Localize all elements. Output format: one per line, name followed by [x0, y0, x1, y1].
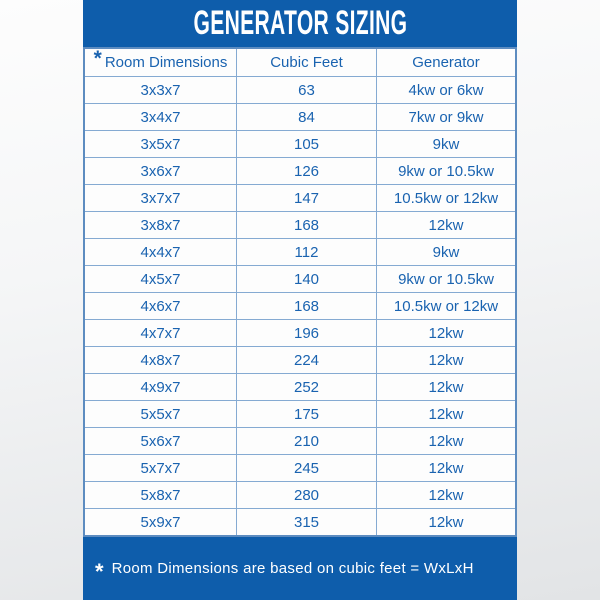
cell-room-dimensions: 5x6x7 [85, 428, 237, 454]
title-band [83, 0, 517, 47]
page-title: GENERATOR SIZING [193, 4, 407, 42]
table-row [85, 265, 515, 292]
cell-generator: 12kw [428, 486, 464, 504]
cell-generator: 9kw or 10.5kw [398, 162, 494, 180]
table-row [85, 346, 515, 373]
cell-room-dimensions: 4x4x7 [85, 239, 237, 265]
cell-cubic-feet: 105 [237, 131, 377, 157]
table-row [85, 211, 515, 238]
cell-cubic-feet: 245 [237, 455, 377, 481]
cell-generator: 9kw [432, 135, 460, 153]
cell-room-dimensions: 4x7x7 [85, 320, 237, 346]
cell-cubic-feet: 175 [237, 401, 377, 427]
table-row [85, 76, 515, 103]
cell-cubic-feet: 112 [237, 239, 377, 265]
table-row [85, 292, 515, 319]
cell-room-dimensions: 3x7x7 [85, 185, 237, 211]
cell-generator: 12kw [428, 378, 464, 396]
cell-cubic-feet: 126 [237, 158, 377, 184]
cell-cubic-feet: 168 [237, 212, 377, 238]
table-body [85, 76, 515, 535]
header-label-room-dimensions: Room Dimensions [104, 54, 228, 71]
cell-room-dimensions: 3x6x7 [85, 158, 237, 184]
table-row [85, 103, 515, 130]
table-row [85, 157, 515, 184]
cell-room-dimensions: 4x6x7 [85, 293, 237, 319]
cell-room-dimensions: 3x3x7 [85, 77, 237, 103]
cell-generator: 9kw or 10.5kw [398, 270, 494, 288]
cell-cubic-feet: 196 [237, 320, 377, 346]
cell-room-dimensions: 3x8x7 [85, 212, 237, 238]
cell-generator: 12kw [428, 513, 464, 531]
table-row [85, 481, 515, 508]
asterisk-marker: * [93, 46, 102, 70]
cell-generator: 9kw [432, 243, 460, 261]
table-row [85, 400, 515, 427]
cell-cubic-feet: 168 [237, 293, 377, 319]
cell-cubic-feet: 224 [237, 347, 377, 373]
cell-cubic-feet: 140 [237, 266, 377, 292]
table-row [85, 184, 515, 211]
table-row [85, 130, 515, 157]
cell-room-dimensions: 4x9x7 [85, 374, 237, 400]
table-row [85, 427, 515, 454]
cell-generator: 4kw or 6kw [408, 81, 484, 99]
cell-cubic-feet: 210 [237, 428, 377, 454]
cell-room-dimensions: 5x8x7 [85, 482, 237, 508]
header-cell-generator: Generator [412, 54, 480, 71]
sizing-table [83, 47, 517, 537]
cell-generator: 12kw [428, 324, 464, 342]
cell-cubic-feet: 315 [237, 509, 377, 535]
footnote-band: * Room Dimensions are based on cubic feet = WxLxH [95, 558, 474, 584]
footnote-text: Room Dimensions are based on cubic feet = WxLxH [111, 560, 474, 577]
cell-cubic-feet: 84 [237, 104, 377, 130]
cell-room-dimensions: 4x5x7 [85, 266, 237, 292]
cell-generator: 10.5kw or 12kw [393, 297, 499, 315]
table-row [85, 454, 515, 481]
cell-cubic-feet: 280 [237, 482, 377, 508]
cell-generator: 7kw or 9kw [408, 108, 484, 126]
cell-generator: 12kw [428, 432, 464, 450]
cell-generator: 12kw [428, 351, 464, 369]
cell-cubic-feet: 147 [237, 185, 377, 211]
cell-generator: 12kw [428, 216, 464, 234]
cell-cubic-feet: 63 [237, 77, 377, 103]
cell-room-dimensions: 5x7x7 [85, 455, 237, 481]
generator-sizing-panel [83, 0, 517, 600]
cell-room-dimensions: 3x4x7 [85, 104, 237, 130]
table-row [85, 373, 515, 400]
cell-generator: 12kw [428, 405, 464, 423]
cell-room-dimensions: 5x9x7 [85, 509, 237, 535]
cell-room-dimensions: 5x5x7 [85, 401, 237, 427]
table-row [85, 319, 515, 346]
table-header-row [85, 46, 515, 76]
cell-generator: 12kw [428, 459, 464, 477]
cell-room-dimensions: 4x8x7 [85, 347, 237, 373]
cell-room-dimensions: 3x5x7 [85, 131, 237, 157]
header-cell-cubic-feet: Cubic Feet [237, 49, 377, 76]
table-row [85, 508, 515, 535]
cell-cubic-feet: 252 [237, 374, 377, 400]
header-cell-room-dimensions [85, 46, 237, 76]
cell-generator: 10.5kw or 12kw [393, 189, 499, 207]
table-row [85, 238, 515, 265]
